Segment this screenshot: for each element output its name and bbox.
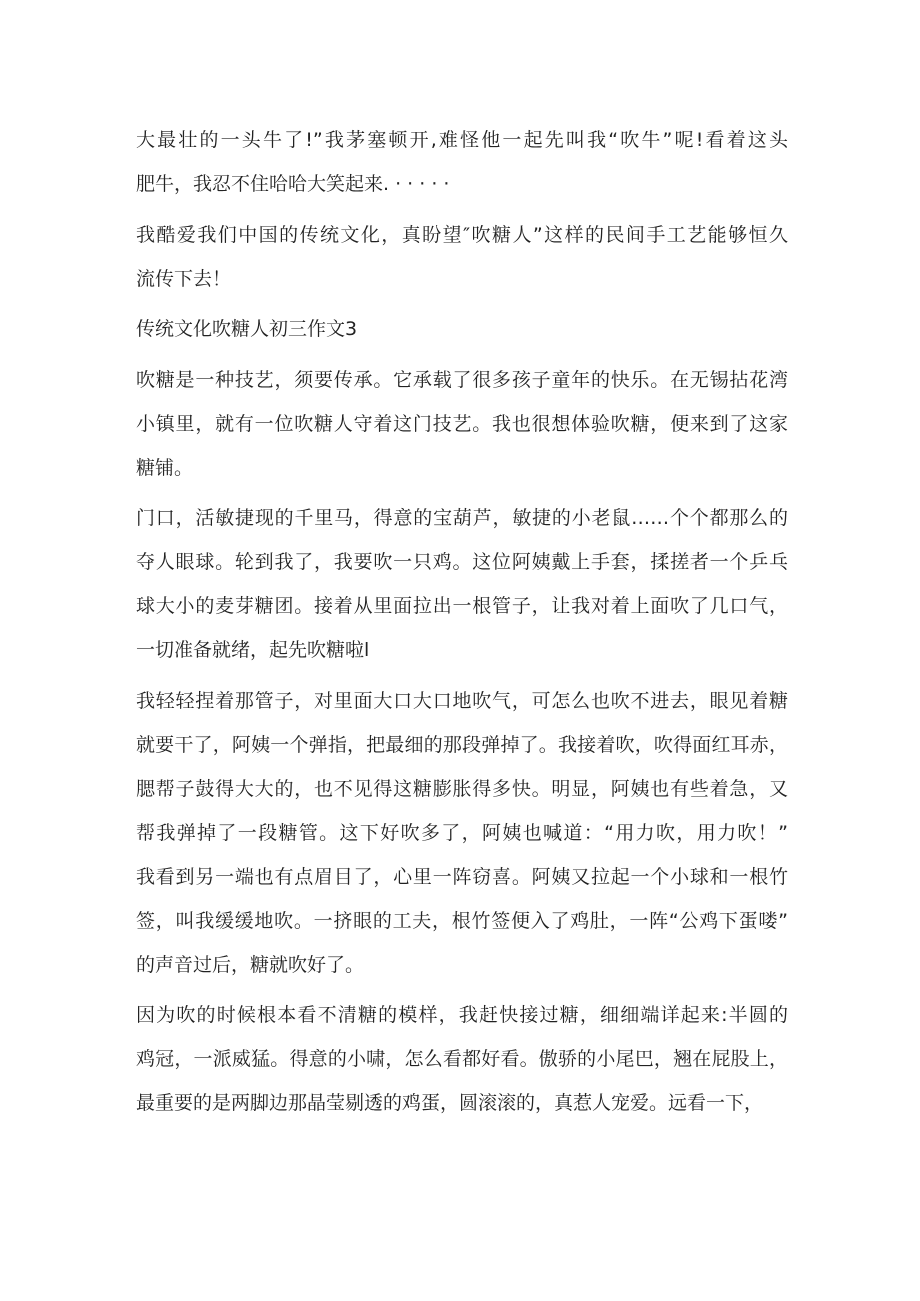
text-line: 我看到另一端也有点眉目了，心里一阵窃喜。阿姨又拉起一个小球和一根竹	[136, 865, 788, 888]
text-line: 吹糖是一种技艺，须要传承。它承载了很多孩子童年的快乐。在无锡拈花湾	[136, 368, 788, 391]
text-line: 签，叫我缓缓地吹。一挤眼的工夫，根竹签便入了鸡肚，一阵“公鸡下蛋喽”	[136, 909, 788, 932]
text-line: 夺人眼球。轮到我了，我要吹一只鸡。这位阿姨戴上手套，揉搓者一个乒乓	[136, 551, 788, 573]
essay-text	[136, 118, 788, 1125]
text-line: 最重要的是两脚边那晶莹剔透的鸡蛋，圆滚滚的，真惹人宠爱。远看一下，	[136, 1092, 764, 1114]
paragraph-2	[136, 213, 788, 301]
text-line: 大最壮的一头牛了!”我茅塞顿开,难怪他一起先叫我“吹牛”呢!看着这头	[136, 129, 788, 151]
text-line: 流传下去！	[136, 267, 232, 290]
paragraph-5	[136, 679, 788, 987]
text-line: 肥牛，我忍不住哈哈大笑起来. · · · · ·	[136, 173, 450, 195]
text-line: 鸡冠，一派威猛。得意的小啸，怎么看都好看。傲骄的小尾巴，翘在屁股上，	[136, 1048, 788, 1070]
text-line: 球大小的麦芽糖团。接着从里面拉出一根管子，让我对着上面吹了几口气，	[136, 595, 788, 617]
text-line: 的声音过后，糖就吹好了。	[136, 953, 365, 976]
text-line: 我酷爱我们中国的传统文化，真盼望″吹糖人”这样的民间手工艺能够恒久	[136, 223, 788, 246]
text-line: 因为吹的时候根本看不清糖的模样，我赶快接过糖，细细端详起来:半圆的	[136, 1004, 788, 1026]
text-line: 门口，活敏捷现的千里马，得意的宝葫芦，敏捷的小老鼠……个个都那么的	[136, 507, 788, 529]
section-heading	[136, 307, 788, 351]
text-line: 我轻轻捏着那管子，对里面大口大口地吹气，可怎么也吹不进去，眼见着糖	[136, 689, 788, 712]
paragraph-6	[136, 993, 788, 1125]
text-line: 就要干了，阿姨一个弹指，把最细的那段弹掉了。我接着吹，吹得面红耳赤，	[136, 733, 788, 756]
text-line: 糖铺。	[136, 456, 194, 479]
paragraph-1	[136, 118, 788, 206]
heading-text: 传统文化吹糖人初三作文3	[136, 318, 358, 340]
text-line: 腮帮子鼓得大大的，也不见得这糖膨胀得多快。明显，阿姨也有些着急，又	[136, 777, 788, 800]
text-line: 小镇里，就有一位吹糖人守着这门技艺。我也很想体验吹糖，便来到了这家	[136, 412, 788, 435]
paragraph-3	[136, 358, 788, 490]
text-line: 一切准备就绪，起先吹糖啦l	[136, 639, 370, 661]
paragraph-4	[136, 496, 788, 672]
text-line: 帮我弹掉了一段糖管。这下好吹多了，阿姨也喊道：“用力吹，用力吹！”	[136, 821, 788, 844]
